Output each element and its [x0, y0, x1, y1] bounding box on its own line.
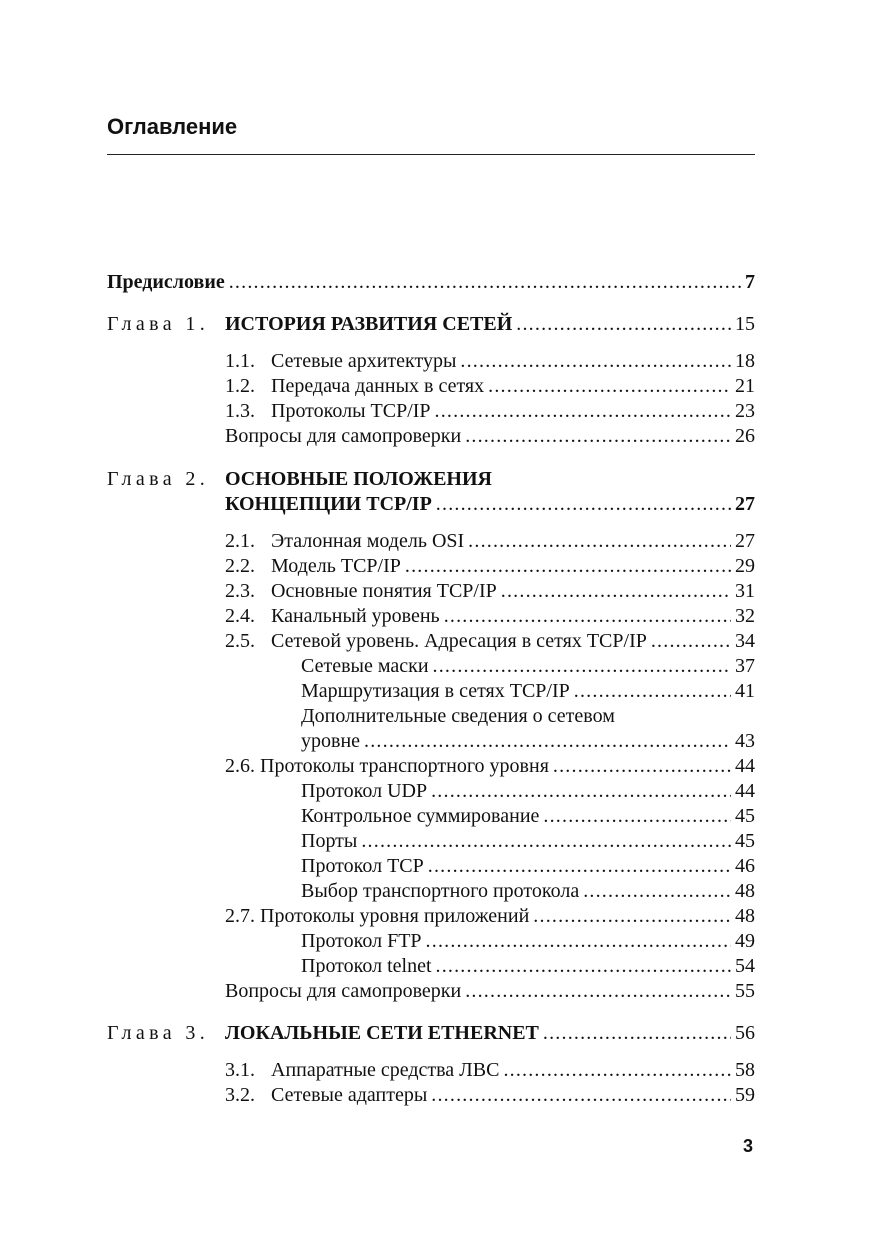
toc-entry-text: Канальный уровень — [271, 605, 440, 627]
toc-subentry[interactable] — [301, 679, 755, 704]
leader-dots — [426, 929, 731, 954]
toc-entry[interactable] — [271, 349, 755, 374]
toc-page-number: 58 — [735, 1059, 755, 1081]
leader-dots — [436, 492, 731, 517]
leader-dots — [533, 904, 731, 929]
toc-entry[interactable] — [271, 629, 755, 654]
toc-entry[interactable] — [225, 754, 755, 779]
toc-page-number: 55 — [735, 980, 755, 1002]
toc-page-number: 27 — [735, 493, 755, 515]
toc-entry-text: Порты — [301, 830, 358, 852]
toc-entry-text: Передача данных в сетях — [271, 375, 485, 397]
toc-subentry[interactable] — [301, 879, 755, 904]
chapter-label: Глава 1. — [107, 313, 210, 335]
toc-page-number: 48 — [735, 880, 755, 902]
toc-entry-text: Эталонная модель OSI — [271, 530, 465, 552]
leader-dots — [468, 529, 731, 554]
leader-dots — [229, 270, 741, 295]
leader-dots — [436, 954, 732, 979]
toc-entry[interactable] — [271, 579, 755, 604]
toc-entry-text: Маршрутизация в сетях TCP/IP — [301, 680, 570, 702]
toc-page-number: 21 — [735, 375, 755, 397]
toc-entry[interactable] — [271, 604, 755, 629]
section-number: 3.2. — [225, 1084, 255, 1106]
toc-page-number: 48 — [735, 905, 755, 927]
leader-dots — [433, 654, 731, 679]
toc-entry[interactable] — [271, 374, 755, 399]
toc-entry-text: Сетевые маски — [301, 655, 429, 677]
toc-subentry[interactable] — [301, 779, 755, 804]
leader-dots — [651, 629, 731, 654]
section-number: 1.3. — [225, 400, 255, 422]
toc-page-number: 26 — [735, 425, 755, 447]
toc-page-number: 59 — [735, 1084, 755, 1106]
toc-entry-chapter-1[interactable] — [225, 312, 755, 337]
toc-entry-text: Протоколы TCP/IP — [271, 400, 431, 422]
leader-dots — [488, 374, 731, 399]
section-number: 2.1. — [225, 530, 255, 552]
toc-entry-text: Предисловие — [107, 271, 225, 293]
toc-page-number: 15 — [735, 313, 755, 335]
toc-entry-text: Сетевые архитектуры — [271, 350, 457, 372]
toc-page-number: 37 — [735, 655, 755, 677]
toc-entry-text: Протокол TCP — [301, 855, 424, 877]
toc-entry-text: Выбор транспортного протокола — [301, 880, 580, 902]
toc-subentry[interactable] — [301, 829, 755, 854]
section-number: 1.2. — [225, 375, 255, 397]
toc-subentry[interactable] — [301, 804, 755, 829]
leader-dots — [460, 349, 731, 374]
section-number: 2.2. — [225, 555, 255, 577]
chapter-label: Глава 2. — [107, 468, 210, 490]
toc-page-number: 41 — [735, 680, 755, 702]
leader-dots — [516, 312, 731, 337]
toc-entry-text: Сетевые адаптеры — [271, 1084, 428, 1106]
toc-page-number: 29 — [735, 555, 755, 577]
toc-page-number: 49 — [735, 930, 755, 952]
toc-page-number: 46 — [735, 855, 755, 877]
chapter-title: ЛОКАЛЬНЫЕ СЕТИ ETHERNET — [225, 1022, 539, 1044]
toc-entry-text: 2.7. Протоколы уровня приложений — [225, 905, 530, 927]
toc-entry-text: Аппаратные средства ЛВС — [271, 1059, 500, 1081]
leader-dots — [465, 424, 731, 449]
toc-entry-text: Протокол UDP — [301, 780, 428, 802]
toc-entry-text: Протокол telnet — [301, 955, 432, 977]
leader-dots — [553, 754, 731, 779]
toc-subentry[interactable] — [301, 954, 755, 979]
page-title: Оглавление — [107, 114, 238, 139]
toc-entry-text: 2.6. Протоколы транспортного уровня — [225, 755, 549, 777]
toc-entry-text: Сетевой уровень. Адресация в сетях TCP/IP — [271, 630, 647, 652]
toc-page-number: 56 — [735, 1022, 755, 1044]
toc-entry-text: Вопросы для самопроверки — [225, 425, 462, 447]
leader-dots — [465, 979, 731, 1004]
toc-page-number: 45 — [735, 830, 755, 852]
toc-subentry-text[interactable]: Дополнительные сведения о сетевом — [301, 705, 615, 727]
toc-entry-text: Основные понятия TCP/IP — [271, 580, 497, 602]
section-number: 1.1. — [225, 350, 255, 372]
toc-entry-chapter-2[interactable] — [225, 492, 755, 517]
section-number: 2.4. — [225, 605, 255, 627]
toc-entry[interactable] — [271, 529, 755, 554]
leader-dots — [428, 854, 731, 879]
toc-entry-text: Контрольное суммирование — [301, 805, 540, 827]
toc-entry-text: уровне — [301, 730, 361, 752]
toc-entry[interactable] — [271, 399, 755, 424]
leader-dots — [501, 579, 731, 604]
toc-page-number: 7 — [745, 271, 755, 293]
toc-page-number: 44 — [735, 780, 755, 802]
toc-entry-text: Модель TCP/IP — [271, 555, 401, 577]
leader-dots — [361, 829, 731, 854]
leader-dots — [405, 554, 731, 579]
toc-page-number: 43 — [735, 730, 755, 752]
leader-dots — [574, 679, 731, 704]
leader-dots — [364, 729, 731, 754]
toc-entry-review[interactable] — [225, 424, 755, 449]
toc-entry[interactable] — [225, 904, 755, 929]
toc-page-number: 27 — [735, 530, 755, 552]
toc-entry-review[interactable] — [225, 979, 755, 1004]
leader-dots — [444, 604, 731, 629]
toc-page-number: 54 — [735, 955, 755, 977]
toc-entry[interactable] — [271, 554, 755, 579]
toc-entry[interactable] — [271, 1083, 755, 1108]
toc-subentry[interactable] — [301, 929, 755, 954]
toc-page-number: 34 — [735, 630, 755, 652]
leader-dots — [543, 804, 731, 829]
toc-entry[interactable] — [271, 1058, 755, 1083]
toc-page-number: 32 — [735, 605, 755, 627]
toc-page-number: 18 — [735, 350, 755, 372]
leader-dots — [431, 1083, 731, 1108]
chapter-title: КОНЦЕПЦИИ TCP/IP — [225, 493, 432, 515]
toc-page-number: 23 — [735, 400, 755, 422]
toc-subentry[interactable] — [301, 854, 755, 879]
chapter-label: Глава 3. — [107, 1022, 210, 1044]
section-number: 2.3. — [225, 580, 255, 602]
toc-subentry[interactable] — [301, 654, 755, 679]
toc-page-number: 31 — [735, 580, 755, 602]
toc-entry-text: Вопросы для самопроверки — [225, 980, 462, 1002]
leader-dots — [431, 779, 731, 804]
toc-entry-chapter-3[interactable] — [225, 1021, 755, 1046]
leader-dots — [503, 1058, 731, 1083]
page-number: 3 — [743, 1136, 754, 1156]
toc-page-number: 45 — [735, 805, 755, 827]
section-number: 2.5. — [225, 630, 255, 652]
toc-subentry[interactable] — [301, 729, 755, 754]
section-number: 3.1. — [225, 1059, 255, 1081]
chapter-title: ИСТОРИЯ РАЗВИТИЯ СЕТЕЙ — [225, 313, 513, 335]
toc-page-number: 44 — [735, 755, 755, 777]
leader-dots — [543, 1021, 731, 1046]
toc-entry-preface[interactable] — [107, 270, 755, 295]
leader-dots — [435, 399, 731, 424]
toc-entry-text: Протокол FTP — [301, 930, 422, 952]
chapter-title[interactable]: ОСНОВНЫЕ ПОЛОЖЕНИЯ — [225, 468, 492, 490]
leader-dots — [583, 879, 731, 904]
